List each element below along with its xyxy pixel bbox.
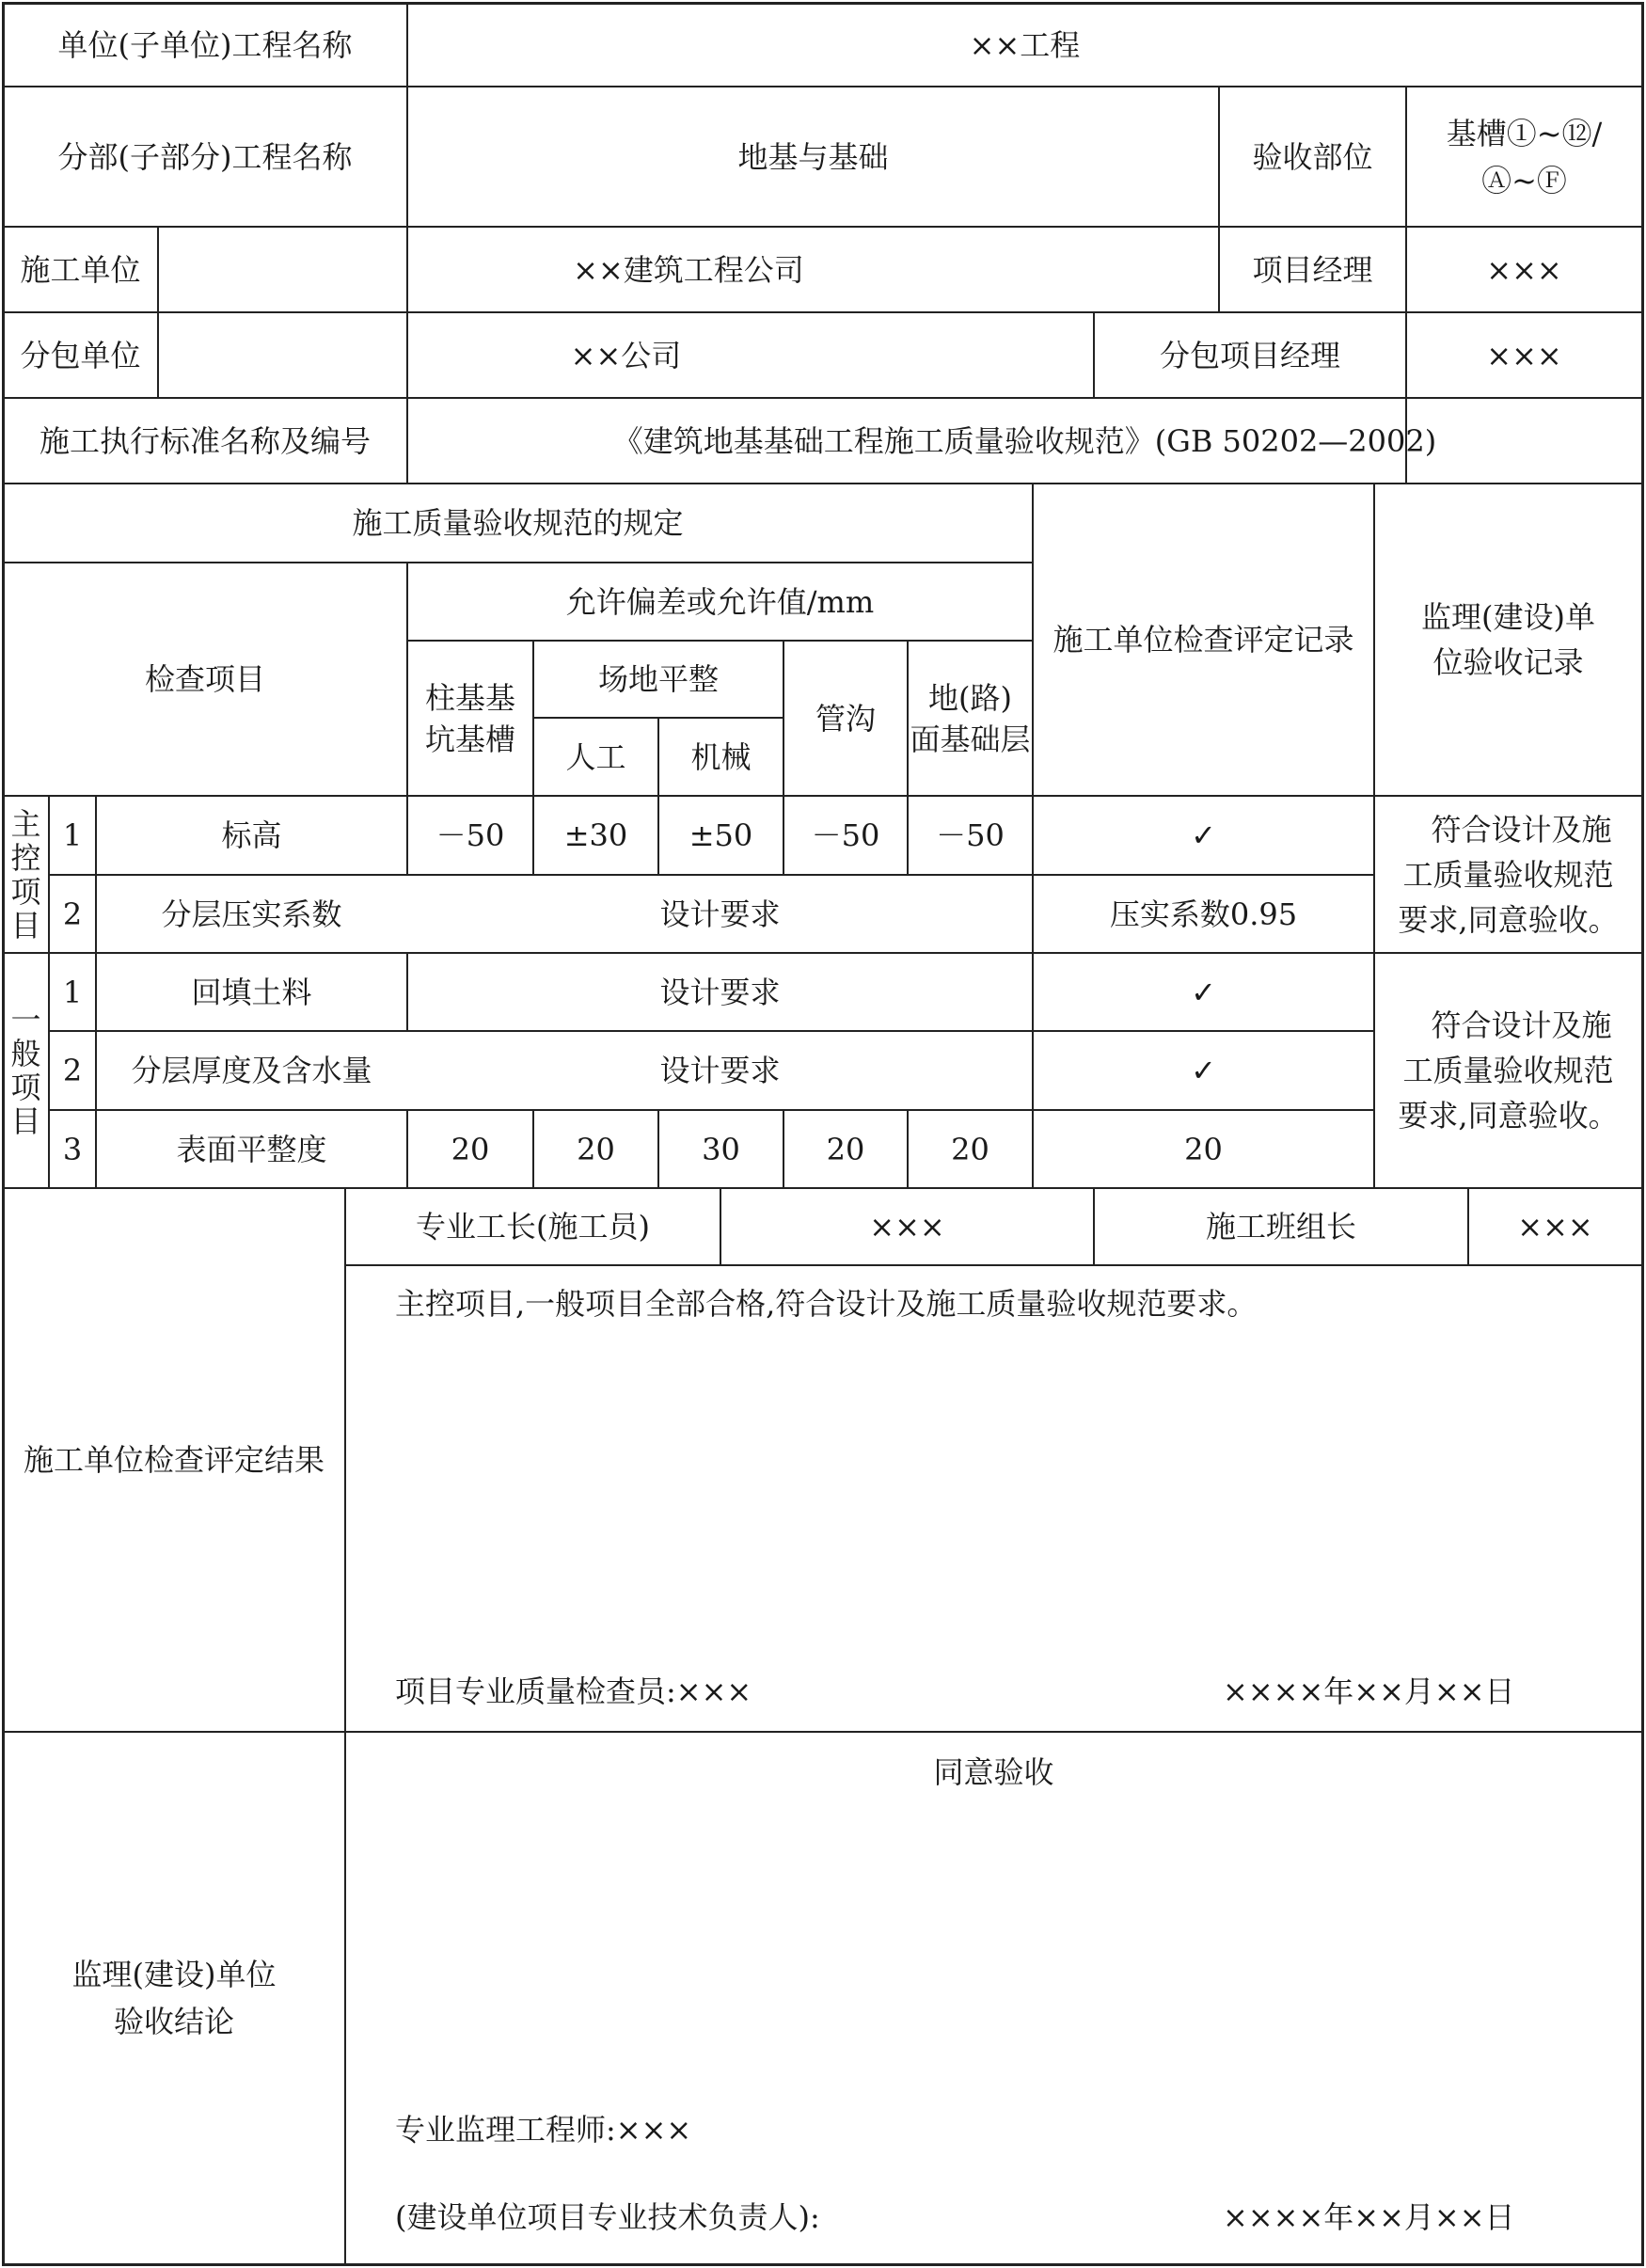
table-cell-value: －50: [936, 817, 1005, 853]
road-header-line: 地(路): [928, 679, 1012, 716]
road-header-line: 面基础层: [910, 721, 1031, 757]
contractor-record-header: 施工单位检查评定记录: [1052, 622, 1354, 658]
owner-representative: (建设单位项目专业技术负责人):: [395, 2199, 820, 2235]
table-cell-record: ✓: [1191, 817, 1216, 853]
table-cell-record: 20: [1184, 1131, 1223, 1167]
main-items-char: 主: [10, 805, 41, 842]
supervision-line: 要求,同意验收。: [1398, 901, 1619, 938]
table-cell-merged: 设计要求: [659, 1053, 781, 1088]
sub-manager: ×××: [1486, 337, 1562, 373]
table-cell-name: 分层压实系数: [161, 896, 342, 932]
supervision-header-line: 位验收记录: [1432, 644, 1584, 680]
general-items-char: 项: [10, 1070, 41, 1105]
inspection-item-header: 检查项目: [144, 661, 265, 697]
rule: [344, 1187, 346, 2266]
team-leader-label: 施工班组长: [1205, 1209, 1356, 1245]
pit-header-line: 柱基基: [424, 679, 515, 716]
contractor-result-label: 施工单位检查评定结果: [23, 1442, 324, 1478]
main-items-supervision: [1375, 797, 1641, 952]
supervision-line: 工质量验收规范: [1402, 856, 1614, 893]
sub-manager-label: 分包项目经理: [1159, 337, 1340, 373]
general-items-supervision: [1375, 954, 1641, 1187]
table-cell-value: ±30: [563, 817, 628, 853]
table-cell-value: 20: [951, 1131, 989, 1167]
acceptance-part-line: 基槽①~⑫/: [1446, 115, 1603, 151]
contractor-label: 施工单位: [20, 251, 141, 288]
table-cell-no: 2: [62, 1053, 83, 1088]
main-items-label: [4, 797, 48, 952]
table-cell-merged: 设计要求: [659, 896, 781, 932]
table-cell-record: ✓: [1191, 1053, 1216, 1088]
contractor: ××建筑工程公司: [573, 251, 804, 288]
main-items-char: 目: [10, 907, 41, 944]
subcontractor-label: 分包单位: [20, 337, 141, 373]
acceptance-part-label: 验收部位: [1252, 138, 1373, 175]
general-items-char: 般: [10, 1036, 41, 1071]
project-manager-label: 项目经理: [1252, 251, 1373, 288]
project-manager: ×××: [1486, 251, 1562, 288]
table-cell-name: 分层厚度及含水量: [131, 1053, 372, 1088]
supervision-conclusion: 同意验收: [933, 1754, 1054, 1790]
table-cell-no: 3: [62, 1131, 83, 1167]
table-cell-value: ±50: [688, 817, 753, 853]
tolerance-header: 允许偏差或允许值/mm: [565, 583, 875, 620]
outer-border-bottom: [2, 2263, 1644, 2266]
supervision-record-header: [1375, 484, 1641, 795]
table-cell-value: －50: [435, 817, 505, 853]
supervision-label-line: 监理(建设)单位: [71, 1957, 277, 1992]
table-cell-record: ✓: [1191, 974, 1216, 1010]
machine-header: 机械: [690, 738, 752, 775]
table-cell-value: 20: [577, 1131, 615, 1167]
supervision-line: 要求,同意验收。: [1398, 1098, 1619, 1134]
supervision-line: 符合设计及施: [1431, 1007, 1612, 1043]
subcontractor: ××公司: [570, 337, 682, 373]
table-cell-no: 1: [62, 974, 83, 1010]
foreman: ×××: [869, 1209, 945, 1245]
pit-header: [408, 642, 532, 795]
table-cell-value: 20: [451, 1131, 490, 1167]
contractor-conclusion: 主控项目,一般项目全部合格,符合设计及施工质量验收规范要求。: [395, 1286, 1258, 1322]
spec-title: 施工质量验收规范的规定: [352, 505, 684, 541]
acceptance-part-line: Ⓐ~Ⓕ: [1481, 162, 1567, 198]
outer-border-right: [1641, 2, 1644, 2266]
table-cell-merged: 设计要求: [659, 974, 781, 1010]
table-cell-no: 1: [62, 817, 83, 853]
quality-inspector: 项目专业质量检查员:×××: [395, 1673, 752, 1709]
standard-label: 施工执行标准名称及编号: [39, 422, 371, 459]
table-cell-name: 表面平整度: [176, 1131, 327, 1167]
table-cell-no: 2: [62, 896, 83, 932]
manual-header: 人工: [565, 738, 626, 775]
supervision-label-line: 验收结论: [113, 2004, 234, 2039]
standard: 《建筑地基基础工程施工质量验收规范》(GB 50202—2002): [612, 422, 1437, 459]
team-leader: ×××: [1517, 1209, 1593, 1245]
project-name: ××工程: [969, 26, 1081, 63]
trench-header: 管沟: [815, 700, 876, 737]
supervision-conclusion-label: [4, 1733, 344, 2263]
project-name-label: 单位(子单位)工程名称: [57, 26, 353, 63]
table-cell-name: 回填土料: [191, 974, 312, 1010]
table-cell-value: 20: [826, 1131, 865, 1167]
table-cell-record: 压实系数0.95: [1109, 896, 1298, 932]
supervision-header-line: 监理(建设)单: [1421, 599, 1595, 635]
general-items-char: 一: [10, 1002, 41, 1038]
main-items-char: 控: [10, 839, 41, 876]
contractor-date: ××××年××月××日: [1223, 1673, 1515, 1709]
road-header: [909, 642, 1032, 795]
sub-project: 地基与基础: [737, 138, 889, 175]
supervision-date: ××××年××月××日: [1223, 2199, 1515, 2235]
site-leveling-header: 场地平整: [597, 661, 719, 697]
main-items-char: 项: [10, 873, 41, 910]
acceptance-part: [1407, 87, 1641, 226]
foreman-label: 专业工长(施工员): [416, 1209, 650, 1245]
table-cell-name: 标高: [221, 817, 282, 853]
supervision-line: 工质量验收规范: [1402, 1053, 1614, 1088]
table-cell-value: 30: [702, 1131, 740, 1167]
pit-header-line: 坑基槽: [424, 721, 515, 757]
general-items-char: 目: [10, 1103, 41, 1139]
rule: [344, 1264, 1644, 1266]
supervision-line: 符合设计及施: [1431, 811, 1612, 848]
general-items-label: [4, 954, 48, 1187]
supervising-engineer: 专业监理工程师:×××: [395, 2112, 692, 2148]
table-cell-value: －50: [811, 817, 880, 853]
sub-project-label: 分部(子部分)工程名称: [57, 138, 353, 175]
